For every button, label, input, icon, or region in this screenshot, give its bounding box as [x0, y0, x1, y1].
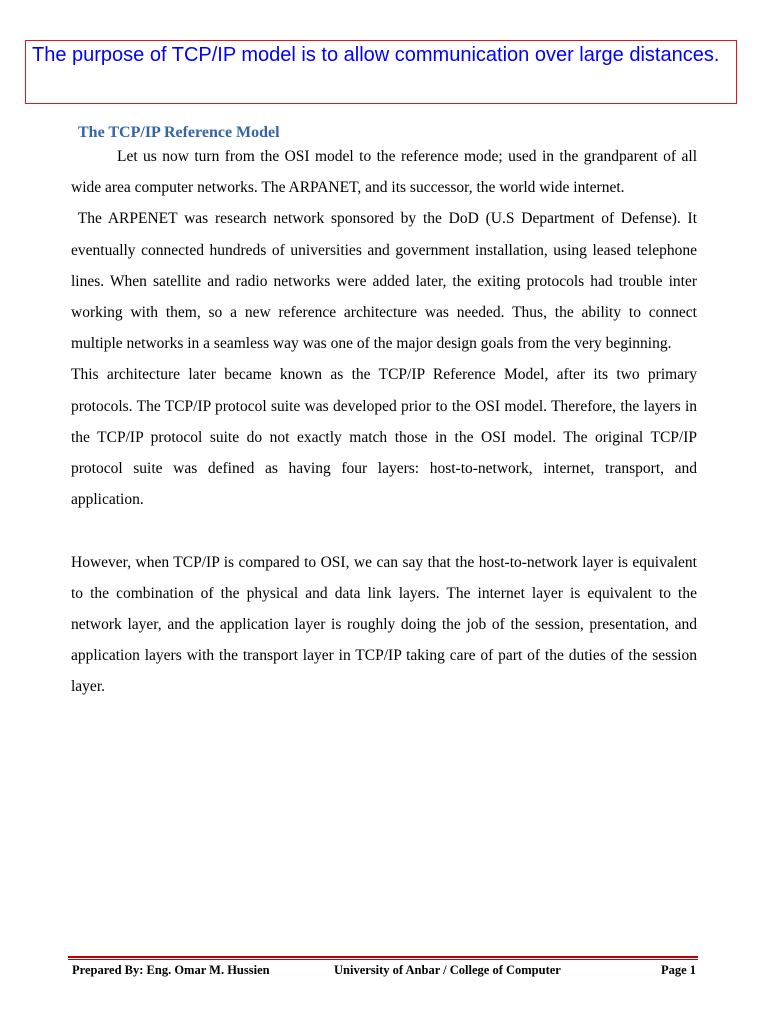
page-footer: [72, 961, 696, 979]
paragraph-arpanet-intro: Let us now turn from the OSI model to the reference mode; used in the grandparent of all wide area computer networks. The ARPANET, and its successor, the world wide internet.: [71, 148, 697, 197]
footer-institution: University of Anbar / College of Computer: [334, 963, 561, 977]
footer-page-number: Page 1: [660, 963, 696, 977]
footer-divider: [68, 956, 698, 960]
callout-box: [25, 40, 737, 104]
paragraph-tcpip-layers: This architecture later became known as the TCP/IP Reference Model, after its two primary protocols. The TCP/IP protocol suite was developed prior to the OSI model. Therefore, the layers in the TCP/IP protocol suite do not exactly match those in the OSI model. The original TCP/IP protocol suite was defined as having four layers: host-to-network, internet, transport, and application.: [71, 366, 697, 509]
paragraph-arpenet-history: The ARPENET was research network sponsored by the DoD (U.S Department of Defense). It eventually connected hundreds of universities and government installation, using leased telephone lines. When satellite and radio networks were added later, the exiting protocols had trouble inter working with them, so a new reference architecture was needed. Thus, the ability to connect multiple networks in a seamless way was one of the major design goals from the very beginning.: [71, 210, 701, 353]
paragraph-osi-comparison: However, when TCP/IP is compared to OSI, we can say that the host-to-network layer is equivalent to the combination of the physical and data link layers. The internet layer is equivalent to the network layer, and the application layer is roughly doing the job of the session, presentation, and application layers with the transport layer in TCP/IP taking care of part of the duties of the session layer.: [71, 553, 697, 696]
callout-text: The purpose of TCP/IP model is to allow communication over large distances.: [32, 44, 720, 66]
footer-author: Prepared By: Eng. Omar M. Hussien: [72, 963, 270, 977]
paragraph-spacer: [71, 515, 697, 546]
section-heading: The TCP/IP Reference Model: [78, 124, 280, 141]
document-body: [71, 141, 701, 703]
